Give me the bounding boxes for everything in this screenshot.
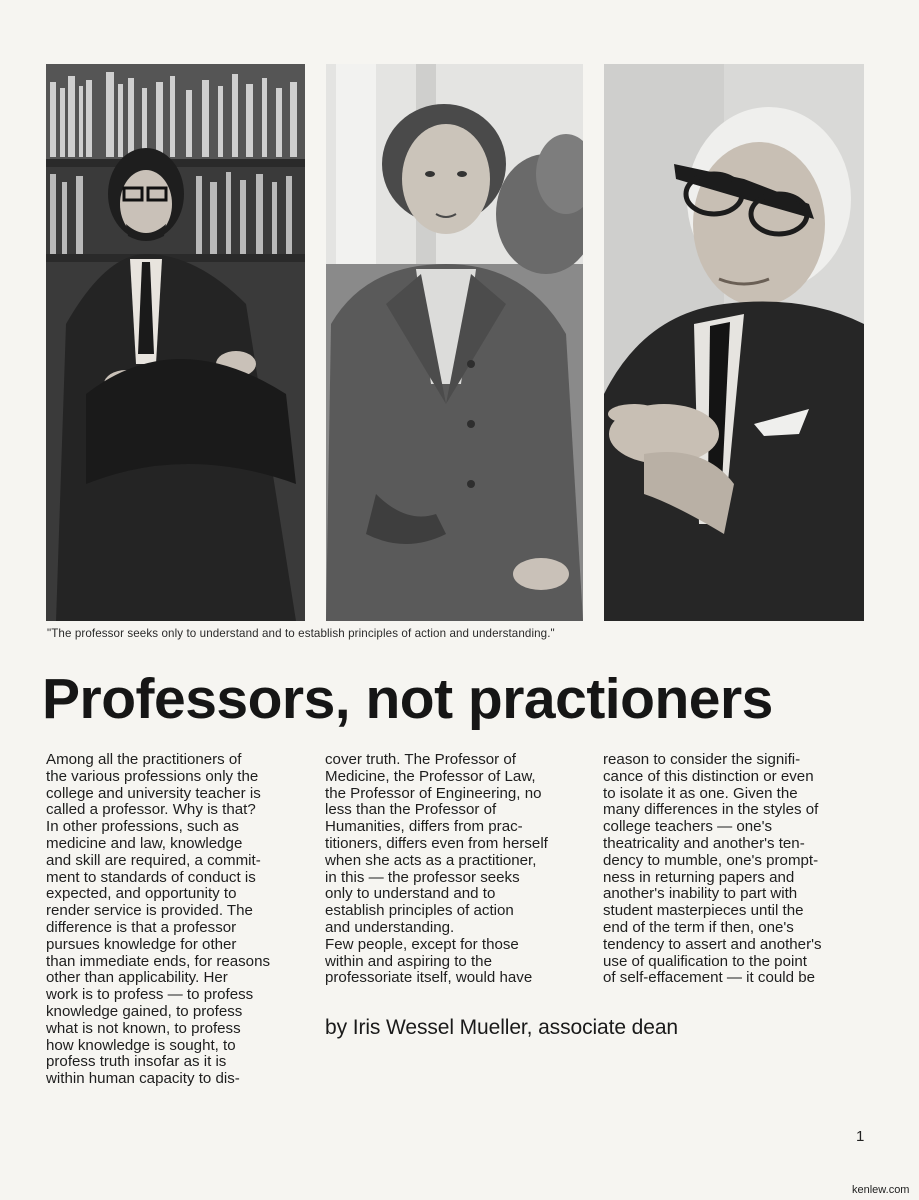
article-column-3: reason to consider the signifi- cance of this distinction or even to isolate it as one. Given the many differences in the styles of college teachers — one's theatricality and another's ten- dency to mumble, one's prompt- ness in returning papers and another's inability to part with student masterpieces until the end of the term if then, one's tendency to assert and another's use of qualification to the point of self-effacement — it could be <box>603 751 822 987</box>
photo-professor-right-image <box>604 64 864 621</box>
page-number: 1 <box>856 1128 865 1145</box>
photo-professor-right <box>604 64 864 621</box>
article-column-1: Among all the practitioners of the various professions only the college and university teacher is called a professor. Why is that? In other professions, such as medicine and law, knowledge and skill are required, a commit- ment to standards of conduct is expected, and opportunity to render service is provided. The difference is that a professor pursues knowledge for other than immediate ends, for reasons other than applicability. Her work is to profess — to profess knowledge gained, to profess what is not known, to profess how knowledge is sought, to profess truth insofar as it is within human capacity to dis- <box>46 751 271 1088</box>
photo-professor-middle <box>326 64 583 621</box>
article-column-2: cover truth. The Professor of Medicine, the Professor of Law, the Professor of Engineering, no less than the Professor of Humanities, differs from prac- titioners, differs even from herself when she acts as a practitioner, in this — the professor seeks only to understand and to establish principles of action and understanding. Few people, except for those within and aspiring to the professoriate itself, would have <box>325 751 548 987</box>
photo-professor-left <box>46 64 305 621</box>
article-headline: Professors, not practioners <box>42 667 773 731</box>
photo-caption: "The professor seeks only to understand and to establish principles of action and understanding." <box>47 627 555 640</box>
source-watermark: kenlew.com <box>852 1184 910 1196</box>
photo-professor-left-image <box>46 64 305 621</box>
photo-professor-middle-image <box>326 64 583 621</box>
author-byline: by Iris Wessel Mueller, associate dean <box>325 1016 678 1039</box>
